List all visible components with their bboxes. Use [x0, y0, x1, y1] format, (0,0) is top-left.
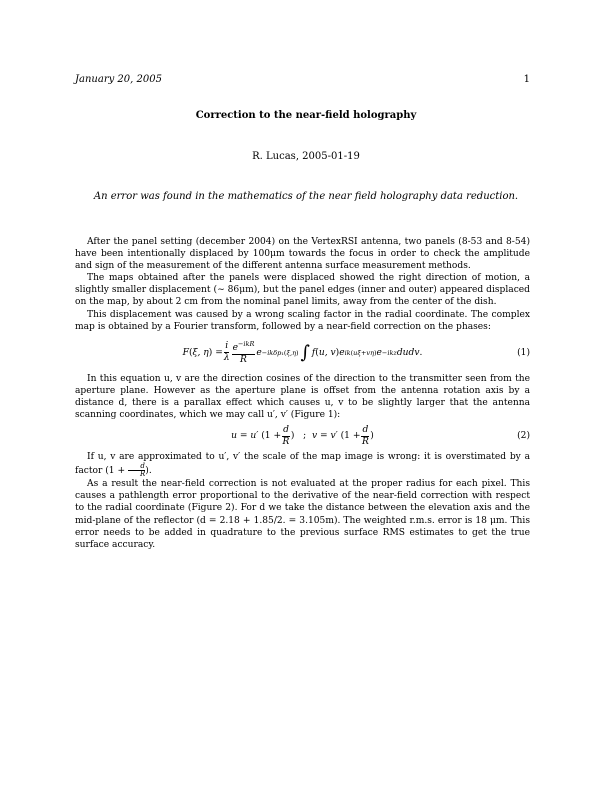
paragraph-3: This displacement was caused by a wrong scaling factor in the radial coordinate. The complex map is obtained by a Fourier transform, followed by a near-field correction on the phases:: [75, 309, 530, 332]
page-number: 1: [523, 74, 530, 85]
paper-title: Correction to the near-field holography: [195, 110, 417, 121]
header-date: January 20, 2005: [75, 74, 162, 85]
author-line: R. Lucas, 2005-01-19: [252, 151, 360, 162]
body-text: [75, 236, 530, 551]
paragraph-5-text: If u, v are approximated to u′, v′ the scale of the map image is wrong: it is overstimated by a factor: [75, 452, 530, 477]
paragraph-1: After the panel setting (december 2004) on the VertexRSI antenna, two panels (8-53 and 8-54) have been intentionally displaced by 100μm towards the focus in order to check the amplitude and sign of the measurement of the different antenna surface measurement methods.: [75, 237, 530, 272]
equation-2: u = u′ (1 + $\frac{d}{R}$ ) ; v = v′ (1 + $\frac{d}{R}$ ) (2): [231, 424, 530, 447]
inline-fraction: $\frac{d}{R}$: [128, 463, 145, 478]
paragraph-4: In this equation u, v are the direction cosines of the direction to the transmitter seen from the aperture plane. However as the aperture plane is offset from the antenna rotation axis by a distance d, there is a parallax effect which causes u, v to be slightly larger that the antenna scanning coordinates, which we may call u′, v′ (Figure 1):: [75, 373, 530, 421]
equation-2-number: (2): [517, 431, 530, 442]
equation-1: F ( ξ, η ) = $\frac{i}{\lambda}$ $\frac{e^{-ikR}}{R}$ e −ikδp₁(ξ,η) ∫ f ( u, v ) e ik(uξ+vη) e −ikz dudv . (1): [182, 340, 530, 366]
paragraph-5: If u, v are approximated to u′, v′ the scale of the map image is wrong: it is overstimated by a factor (1 + $\frac{d}{R}$ ).: [75, 452, 530, 479]
paragraph-6: As a result the near-field correction is not evaluated at the proper radius for each pixel. This causes a pathlength error proportional to the derivative of the near-field correction with respect to the radial coordinate (Figure 2). For d we take the distance between the elevation axis and the mid-plane of the reflector (d = 2.18 + 1.85/2. = 3.105m). The weighted r.m.s. error is 18 μm. This error needs to be added in quadrature to the previous surface RMS estimates to get the true surface accuracy.: [75, 479, 530, 550]
running-header: [75, 74, 530, 85]
equation-1-number: (1): [517, 347, 530, 358]
paragraph-2: The maps obtained after the panels were displaced showed the right direction of motion, a slightly smaller displacement (∼ 86μm), but the panel edges (inner and outer) appeared displaced on the map, by about 2 cm from the nominal panel limits, away from the center of the dish.: [75, 273, 530, 308]
abstract: An error was found in the mathematics of the near field holography data reduction.: [93, 191, 519, 202]
